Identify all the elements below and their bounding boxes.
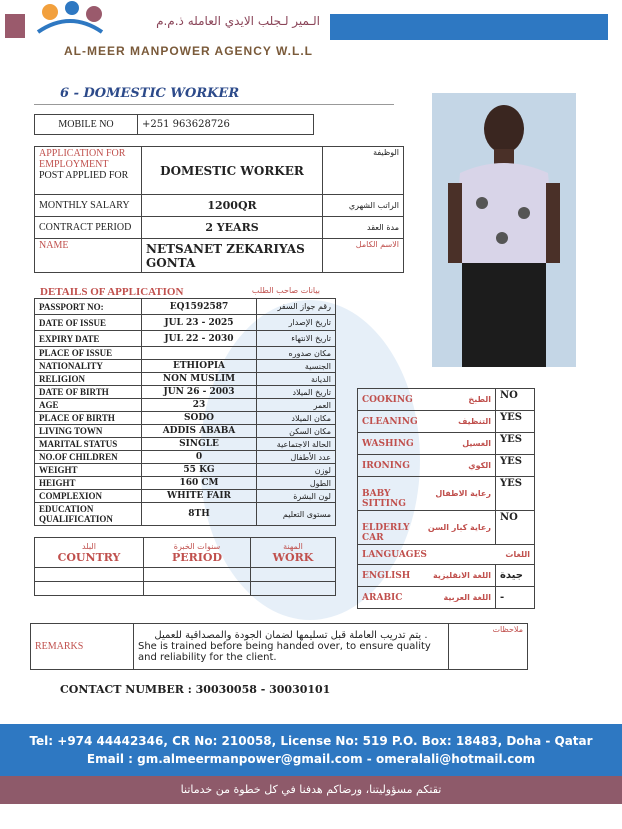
application-ar: الوظيفة (323, 147, 404, 195)
salary-value: 1200QR (142, 195, 323, 217)
remarks-ar-label: ملاحظات (449, 624, 528, 670)
details-ar: الطول (257, 477, 336, 490)
details-label: COMPLEXION (35, 490, 142, 503)
exp-cell (144, 568, 251, 582)
skill-label: WASHING (362, 438, 414, 449)
salary-label: MONTHLY SALARY (35, 195, 142, 217)
skill-value: YES (496, 477, 535, 511)
skill-value: NO (496, 511, 535, 545)
period-label: PERIOD (171, 550, 223, 564)
details-row (35, 347, 336, 360)
details-value: 8TH (142, 503, 257, 526)
skill-ar: الغسيل (462, 438, 491, 448)
details-row (35, 464, 336, 477)
details-row (35, 331, 336, 347)
details-label: HEIGHT (35, 477, 142, 490)
skill-ar: التنظيف (458, 416, 491, 426)
experience-table (34, 537, 336, 596)
skill-label: CLEANING (362, 416, 418, 427)
agency-english-name: AL-MEER MANPOWER AGENCY W.L.L (64, 44, 313, 58)
details-ar: الديانة (257, 373, 336, 386)
exp-cell (251, 568, 336, 582)
details-label: WEIGHT (35, 464, 142, 477)
application-table (34, 146, 404, 273)
skills-table (357, 388, 535, 609)
salary-ar: الراتب الشهري (323, 195, 404, 217)
remarks-label: REMARKS (31, 624, 134, 670)
languages-header-row (358, 545, 535, 565)
language-label: ARABIC (362, 592, 403, 603)
work-ar: المهنة (283, 541, 303, 551)
details-value: SODO (142, 412, 257, 425)
details-ar: لون البشرة (257, 490, 336, 503)
contact-number: CONTACT NUMBER : 30030058 - 30030101 (60, 683, 331, 696)
details-value: SINGLE (142, 438, 257, 451)
contract-ar: مدة العقد (323, 217, 404, 239)
details-ar: مكان الميلاد (257, 412, 336, 425)
skill-label: ELDERLY CAR (362, 523, 410, 543)
details-label: PLACE OF ISSUE (35, 347, 142, 360)
details-ar: مستوى التعليم (257, 503, 336, 526)
mobile-label: MOBILE NO (35, 115, 138, 135)
language-cell (358, 565, 496, 587)
details-value: JUL 23 - 2025 (142, 315, 257, 331)
skill-row (358, 411, 535, 433)
details-row (35, 438, 336, 451)
remarks-ar-text: يتم تدريب العاملة قبل تسليمها لضمان الجودة والمصداقية للعميل . (154, 630, 428, 641)
details-value (142, 347, 257, 360)
details-value: 55 KG (142, 464, 257, 477)
skill-row (358, 511, 535, 545)
details-label: EDUCATION QUALIFICATION (35, 503, 142, 526)
languages-label: LANGUAGES (362, 549, 427, 560)
agency-logo (30, 0, 110, 40)
language-cell (358, 587, 496, 609)
details-ar: مكان السكن (257, 425, 336, 438)
title-divider (34, 104, 394, 105)
skill-value: YES (496, 433, 535, 455)
application-label-cell (35, 147, 142, 195)
language-value: جيدة (496, 565, 535, 587)
skill-cell (358, 433, 496, 455)
details-value: ADDIS ABABA (142, 425, 257, 438)
language-value: - (496, 587, 535, 609)
exp-cell (251, 582, 336, 596)
remarks-content (134, 624, 449, 670)
skill-cell (358, 511, 496, 545)
details-label: MARITAL STATUS (35, 438, 142, 451)
languages-header (358, 545, 535, 565)
skill-row (358, 455, 535, 477)
skill-row (358, 433, 535, 455)
contract-value: 2 YEARS (142, 217, 323, 239)
details-row (35, 503, 336, 526)
details-value: 0 (142, 451, 257, 464)
work-header (251, 538, 336, 568)
details-value: ETHIOPIA (142, 360, 257, 373)
skill-row (358, 477, 535, 511)
skill-ar: رعاية كبار السن (427, 523, 491, 532)
section-title: 6 - DOMESTIC WORKER (60, 86, 240, 101)
application-label-red: APPLICATION FOR EMPLOYMENT (39, 148, 126, 170)
languages-ar: اللغات (505, 549, 530, 559)
skill-ar: الكوي (468, 460, 491, 470)
details-ar: الحالة الاجتماعية (257, 438, 336, 451)
details-value: 23 (142, 399, 257, 412)
remarks-text: She is trained before being handed over, to ensure quality and reliability for the client. (138, 641, 431, 663)
name-label: NAME (35, 239, 142, 273)
language-label: ENGLISH (362, 570, 411, 581)
details-row (35, 425, 336, 438)
details-label: EXPIRY DATE (35, 331, 142, 347)
details-label: NATIONALITY (35, 360, 142, 373)
agency-arabic-name: الـمير لـجلب الايدي العامله ذ.م.م (156, 14, 320, 28)
details-value: 160 CM (142, 477, 257, 490)
name-ar: الاسم الكامل (323, 239, 404, 273)
skill-cell (358, 455, 496, 477)
language-row (358, 565, 535, 587)
skill-cell (358, 477, 496, 511)
footer-line1: Tel: +974 44442346, CR No: 210058, License No: 519 P.O. Box: 18483, Doha - Qatar (29, 734, 593, 748)
details-row (35, 373, 336, 386)
mobile-value: +251 963628726 (138, 115, 314, 135)
details-ar: لوزن (257, 464, 336, 477)
footer-slogan: تقتكم مسؤوليتنا، ورضاكم هدفنا في كل خطوة من خدماتنا (0, 776, 622, 804)
details-value: NON MUSLIM (142, 373, 257, 386)
details-row (35, 386, 336, 399)
details-ar: العمر (257, 399, 336, 412)
details-ar: تاريخ الميلاد (257, 386, 336, 399)
details-label: DATE OF BIRTH (35, 386, 142, 399)
details-ar: مكان صدوره (257, 347, 336, 360)
details-header: DETAILS OF APPLICATION (40, 286, 184, 298)
remarks-table (30, 623, 528, 670)
details-ar: تاريخ الانتهاء (257, 331, 336, 347)
skill-cell (358, 411, 496, 433)
skill-value: YES (496, 455, 535, 477)
details-row (35, 360, 336, 373)
skill-value: YES (496, 411, 535, 433)
header-square (5, 14, 25, 38)
exp-cell (144, 582, 251, 596)
country-label: COUNTRY (57, 550, 121, 564)
skill-ar: الطبخ (468, 394, 491, 404)
application-label: POST APPLIED FOR (39, 170, 129, 181)
details-header-ar: بيانات صاحب الطلب (251, 286, 320, 295)
details-label: PLACE OF BIRTH (35, 412, 142, 425)
details-ar: عدد الأطفال (257, 451, 336, 464)
details-ar: رقم جواز السفر (257, 299, 336, 315)
details-table (34, 298, 336, 526)
skill-cell (358, 389, 496, 411)
details-row (35, 490, 336, 503)
contract-label: CONTRACT PERIOD (35, 217, 142, 239)
skill-value: NO (496, 389, 535, 411)
footer-line2: Email : gm.almeermanpower@gmail.com - omeralali@hotmail.com (86, 752, 536, 766)
country-header (35, 538, 144, 568)
details-ar: الجنسية (257, 360, 336, 373)
details-row (35, 412, 336, 425)
details-row (35, 315, 336, 331)
details-label: PASSPORT NO: (35, 299, 142, 315)
skill-label: COOKING (362, 394, 413, 405)
details-row (35, 299, 336, 315)
exp-cell (35, 582, 144, 596)
details-label: DATE OF ISSUE (35, 315, 142, 331)
skill-label: BABY SITTING (362, 489, 406, 509)
details-value: EQ1592587 (142, 299, 257, 315)
details-value: JUL 22 - 2030 (142, 331, 257, 347)
period-header (144, 538, 251, 568)
details-row (35, 399, 336, 412)
skill-row (358, 389, 535, 411)
applicant-photo (432, 93, 576, 367)
name-value: NETSANET ZEKARIYAS GONTA (142, 239, 323, 273)
period-ar: سنوات الخبرة (173, 541, 221, 551)
skill-ar: رعاية الاطفال (435, 489, 491, 498)
application-value: DOMESTIC WORKER (142, 147, 323, 195)
mobile-table (34, 114, 314, 135)
details-value: WHITE FAIR (142, 490, 257, 503)
skill-label: IRONING (362, 460, 410, 471)
applicant-photo-figure (432, 93, 576, 367)
details-ar: تاريخ الإصدار (257, 315, 336, 331)
language-row (358, 587, 535, 609)
language-ar: اللغة العربية (443, 592, 491, 602)
exp-cell (35, 568, 144, 582)
country-ar: البلد (82, 541, 96, 551)
details-label: NO.OF CHILDREN (35, 451, 142, 464)
language-ar: اللغة الانقليزية (433, 570, 491, 580)
work-label: WORK (272, 550, 314, 564)
details-label: LIVING TOWN (35, 425, 142, 438)
details-value: JUN 26 - 2003 (142, 386, 257, 399)
details-row (35, 451, 336, 464)
header-bar (330, 14, 608, 40)
details-row (35, 477, 336, 490)
details-label: AGE (35, 399, 142, 412)
details-label: RELIGION (35, 373, 142, 386)
